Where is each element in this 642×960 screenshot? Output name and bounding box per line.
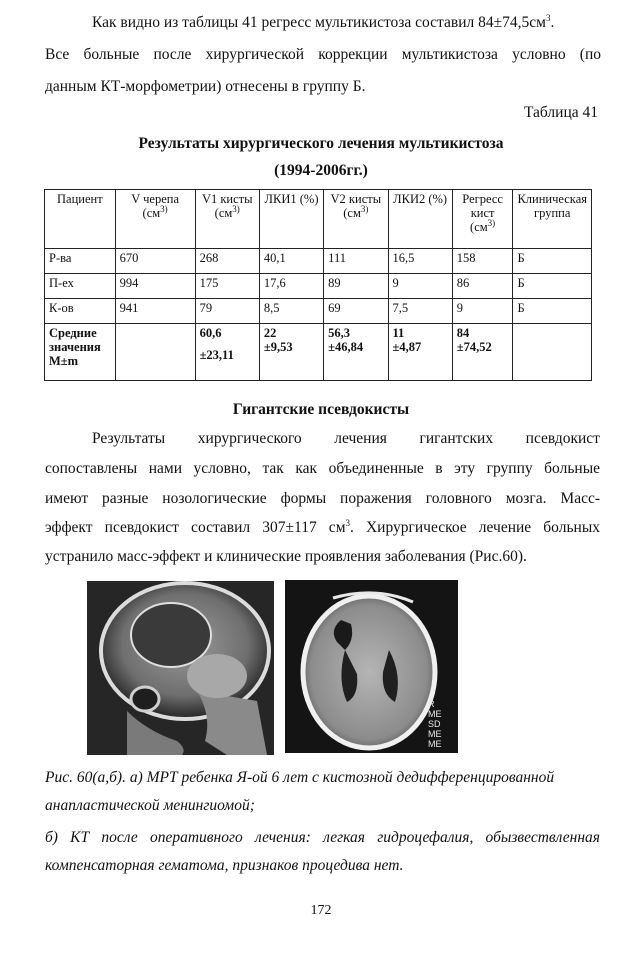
page-number: 172 xyxy=(310,903,332,918)
ct-overlay-line: SD xyxy=(428,719,441,729)
header-regress xyxy=(452,190,513,249)
ct-overlay-line: R xyxy=(428,699,435,709)
word: гигантских xyxy=(419,430,494,447)
summary-label: Средние значения М±m xyxy=(45,324,116,381)
section-line-3: имеют разные нозологические формы поражения головного мозга. Масс- xyxy=(45,490,600,507)
intro-line-1-end: . xyxy=(550,14,555,31)
summary-error: ±23,11 xyxy=(199,348,234,362)
summary-error: ±4,87 xyxy=(392,340,422,354)
summary-error: ±74,52 xyxy=(456,340,492,354)
cell: 8,5 xyxy=(259,299,323,324)
summary-mean: 11 xyxy=(392,326,405,340)
intro-line-1-text: Как видно из таблицы 41 регресс мультикистоза составил 84±74,5см xyxy=(92,14,546,31)
intro-line-1-sup: 3 xyxy=(545,12,551,23)
header-text: ЛКИ2 (%) xyxy=(393,192,448,206)
summary-cell xyxy=(259,324,323,381)
ct-image xyxy=(285,580,458,753)
results-table xyxy=(44,189,592,381)
header-v-skull xyxy=(115,190,195,249)
cell: Б xyxy=(513,274,592,299)
mri-image xyxy=(87,581,274,755)
header-sup: 3) xyxy=(160,203,168,214)
summary-cell xyxy=(115,324,195,381)
word: лечения xyxy=(334,430,387,447)
cell: 69 xyxy=(324,299,388,324)
cell: 9 xyxy=(388,274,452,299)
cell: 175 xyxy=(195,274,259,299)
word: хирургического xyxy=(197,430,302,447)
summary-error: ±9,53 xyxy=(263,340,293,354)
summary-mean: 56,3 xyxy=(328,326,351,340)
cell: Б xyxy=(513,249,592,274)
cell: Б xyxy=(513,299,592,324)
word: псевдокист xyxy=(525,430,600,447)
header-text: V1 кисты (см xyxy=(201,192,253,220)
table-row xyxy=(45,249,592,274)
header-text: Клиническая группа xyxy=(517,192,587,220)
section-line-4 xyxy=(45,517,600,539)
ct-overlay-line: ME xyxy=(428,729,442,739)
table-title-line-1: Результаты хирургического лечения мультикистоза xyxy=(138,135,504,152)
summary-cell xyxy=(195,324,259,381)
intro-line-3: данным КТ-морфометрии) отнесены в группу Б. xyxy=(45,78,366,95)
caption-line-3: б) КТ после оперативного лечения: легкая гидроцефалия, обызвествленная xyxy=(45,829,600,846)
summary-mean: 22 xyxy=(263,326,277,340)
cell: 16,5 xyxy=(388,249,452,274)
summary-mean: 84 xyxy=(456,326,470,340)
cell: К-ов xyxy=(45,299,116,324)
header-sup: 3) xyxy=(487,217,496,228)
header-patient xyxy=(45,190,116,249)
header-text: Пациент xyxy=(57,192,103,206)
header-clinical-group xyxy=(513,190,592,249)
intro-line-1 xyxy=(92,12,602,34)
cell: 7,5 xyxy=(388,299,452,324)
cell: 994 xyxy=(115,274,195,299)
header-text: V черепа (см xyxy=(131,192,180,220)
cell: 158 xyxy=(452,249,513,274)
header-text: Регресс кист (см xyxy=(462,192,503,234)
section-line-2: сопоставлены нами условно, так как объединенные в эту группу больные xyxy=(45,460,600,477)
cell: 9 xyxy=(452,299,513,324)
summary-error: ±46,84 xyxy=(328,340,364,354)
section-line-1 xyxy=(92,428,600,450)
section-line-5: устранило масс-эффект и клинические проявления заболевания (Рис.60). xyxy=(45,548,527,565)
section-line-4-b: . Хирургическое лечение больных xyxy=(350,519,600,536)
table-summary-row xyxy=(45,324,592,381)
caption-line-4: компенсаторная гематома, признаков процедива нет. xyxy=(45,857,404,874)
cell: 79 xyxy=(195,299,259,324)
header-v2-cyst xyxy=(324,190,388,249)
table-label: Таблица 41 xyxy=(523,104,598,121)
ct-overlay-line: ME xyxy=(428,739,442,749)
ct-overlay-line: ME xyxy=(428,709,442,719)
header-lki2 xyxy=(388,190,452,249)
summary-cell xyxy=(324,324,388,381)
section-title: Гигантские псевдокисты xyxy=(232,401,410,418)
summary-cell xyxy=(388,324,452,381)
caption-line-2: анапластической менингиомой; xyxy=(45,797,255,814)
header-text: V2 кисты (см xyxy=(330,192,382,220)
cell: Р-ва xyxy=(45,249,116,274)
cell: 40,1 xyxy=(259,249,323,274)
cell: 17,6 xyxy=(259,274,323,299)
header-sup: 3) xyxy=(360,203,369,214)
cell: 86 xyxy=(452,274,513,299)
cell: 670 xyxy=(115,249,195,274)
word: Результаты xyxy=(92,430,166,447)
cell: 89 xyxy=(324,274,388,299)
intro-line-2: Все больные после хирургической коррекции мультикистоза условно (по xyxy=(45,46,601,63)
header-sup: 3) xyxy=(232,203,240,214)
section-line-4-sup: 3 xyxy=(345,517,350,528)
cell: П-ех xyxy=(45,274,116,299)
cell: 111 xyxy=(324,249,388,274)
table-row xyxy=(45,274,592,299)
caption-line-1: Рис. 60(а,б). а) МРТ ребенка Я-ой 6 лет с кистозной дедифференцированной xyxy=(45,769,555,786)
header-lki1 xyxy=(259,190,323,249)
cell: 268 xyxy=(195,249,259,274)
mri-image-graphic xyxy=(87,581,274,755)
header-text: ЛКИ1 (%) xyxy=(264,192,319,206)
ct-overlay-text xyxy=(428,699,454,749)
cell: 941 xyxy=(115,299,195,324)
summary-cell xyxy=(513,324,592,381)
table-header-row xyxy=(45,190,592,249)
header-v1-cyst xyxy=(195,190,259,249)
summary-mean: 60,6 xyxy=(199,326,222,340)
table-title-line-2: (1994-2006гг.) xyxy=(274,162,368,179)
table-row xyxy=(45,299,592,324)
section-line-4-a: эффект псевдокист составил 307±117 см xyxy=(45,519,346,536)
summary-cell xyxy=(452,324,513,381)
